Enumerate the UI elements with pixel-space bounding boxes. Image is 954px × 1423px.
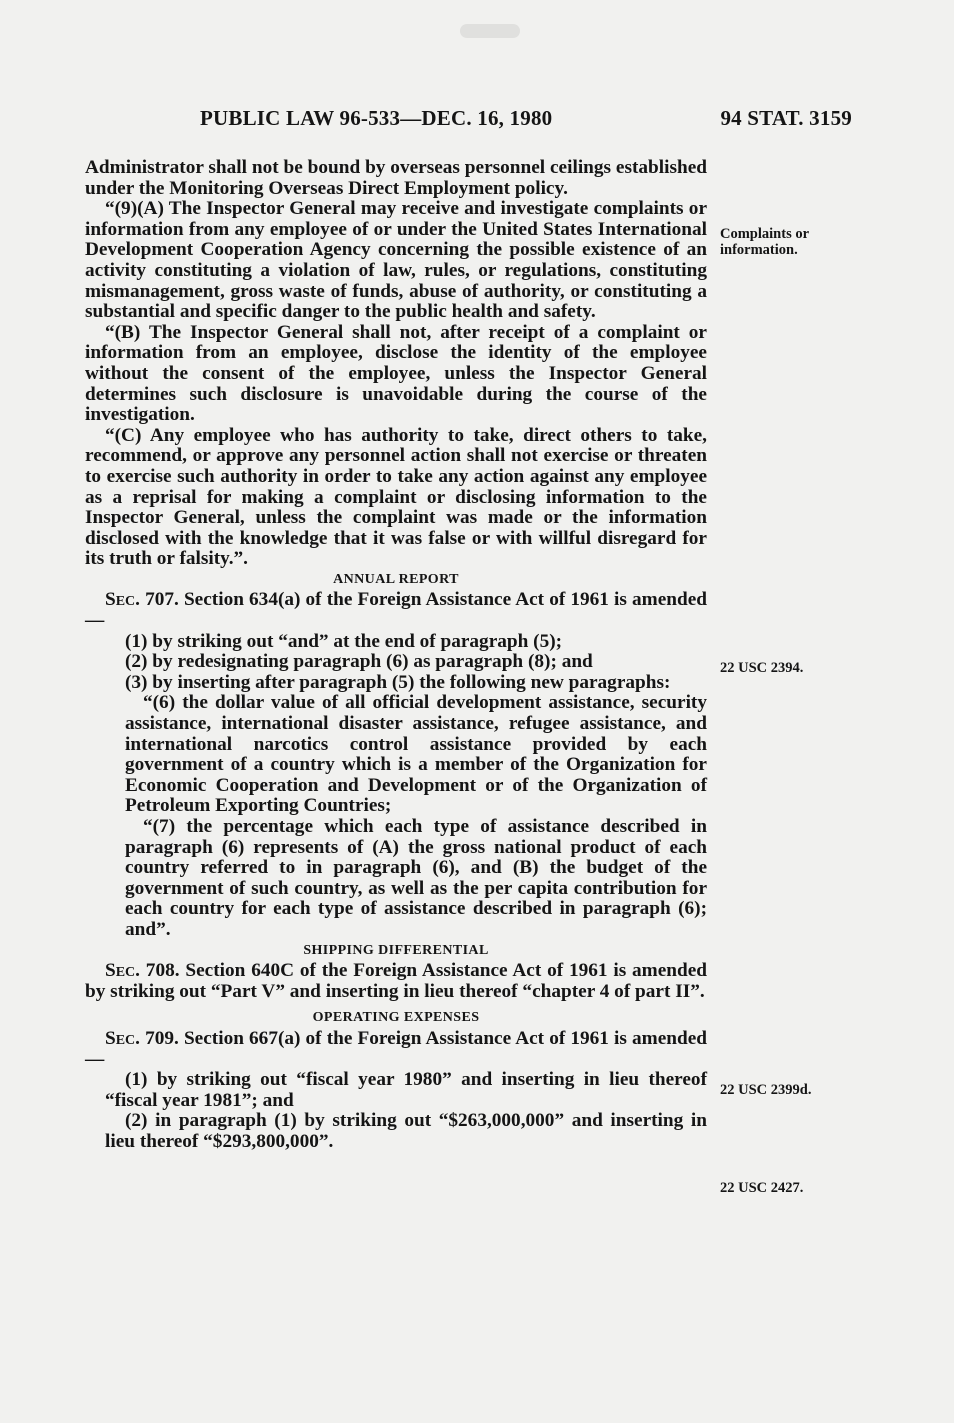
header-law-date: PUBLIC LAW 96-533—DEC. 16, 1980 — [200, 106, 553, 130]
margin-note-complaints: Complaints or information. — [720, 226, 809, 258]
section-707-label: Sec. 707. — [105, 589, 179, 611]
paragraph-9c: “(C) Any employee who has authority to take, direct others to take, recommend, or approve any personnel action shall not exercise or threaten to exercise such authority in order to take any action against any employee as a reprisal for making a complaint or disclosing information to the Inspector General, unless the complaint was made or the information disclosed with the knowledge that it was false or with willful disregard for its truth or falsity.”. — [85, 424, 707, 570]
body-text — [85, 158, 707, 1153]
margin-note-22-usc-2394: 22 USC 2394. — [720, 660, 804, 676]
paragraph-9a: “(9)(A) The Inspector General may receive and investigate complaints or information from any employee of or under the United States International Development Cooperation Agency concerning the possible existence of an activity constituting a violation of law, rules, or regulations, constituting mismanagement, gross waste of funds, abuse of authority, or constituting a substantial and specific danger to the public health and safety. — [85, 198, 707, 323]
section-709-intro: Section 667(a) of the Foreign Assistance Act of 1961 is amended— — [85, 1027, 707, 1070]
section-709-item-1: (1) by striking out “fiscal year 1980” and inserting in lieu thereof “fiscal year 1981”; and — [105, 1069, 707, 1111]
header-stat-page: 94 STAT. 3159 — [720, 106, 852, 130]
paragraph-continuation: Administrator shall not be bound by overseas personnel ceilings established under the Monitoring Overseas Direct Employment policy. — [85, 157, 707, 199]
quoted-paragraph-6: “(6) the dollar value of all official development assistance, security assistance, international disaster assistance, refugee assistance, and international narcotics control assistance provided by each government of a country which is a member of the Organization for Economic Cooperation and Development or of the Organization of Petroleum Exporting Countries; — [125, 692, 707, 817]
section-707-intro: Section 634(a) of the Foreign Assistance Act of 1961 is amended— — [85, 589, 707, 632]
section-707-item-2: (2) by redesignating paragraph (6) as paragraph (8); and — [125, 651, 593, 673]
heading-operating-expenses: OPERATING EXPENSES — [312, 1010, 480, 1026]
section-707-item-1: (1) by striking out “and” at the end of paragraph (5); — [125, 630, 563, 652]
margin-note-22-usc-2399d: 22 USC 2399d. — [720, 1082, 812, 1098]
heading-annual-report: ANNUAL REPORT — [333, 571, 459, 587]
section-708 — [85, 961, 707, 1002]
section-707 — [85, 590, 707, 631]
margin-note-22-usc-2427: 22 USC 2427. — [720, 1180, 804, 1196]
quoted-paragraph-7: “(7) the percentage which each type of assistance described in paragraph (6) represents of (A) the gross national product of each country referred to in paragraph (6), and (B) the budget of the government of such country, as well as the per capita contribution for each country for each type of assistance described in paragraph (6); and”. — [125, 816, 707, 940]
heading-shipping-differential: SHIPPING DIFFERENTIAL — [303, 942, 489, 958]
section-709-label: Sec. 709. — [105, 1027, 179, 1049]
section-709 — [85, 1029, 707, 1070]
section-709-item-2: (2) in paragraph (1) by striking out “$263,000,000” and inserting in lieu thereof “$293,800,000”. — [105, 1110, 707, 1152]
bleed-through-smudge — [460, 24, 520, 38]
section-708-text: Section 640C of the Foreign Assistance Act of 1961 is amended by striking out “Part V” and inserting in lieu thereof “chapter 4 of part II”. — [85, 960, 708, 1002]
section-708-label: Sec. 708. — [105, 960, 180, 982]
section-707-item-3: (3) by inserting after paragraph (5) the following new paragraphs: — [125, 671, 671, 693]
paragraph-9b: “(B) The Inspector General shall not, after receipt of a complaint or information from an employee, disclose the identity of the employee without the consent of the employee, unless the Inspector General determines such disclosure is unavoidable during the course of the investigation. — [85, 321, 707, 426]
